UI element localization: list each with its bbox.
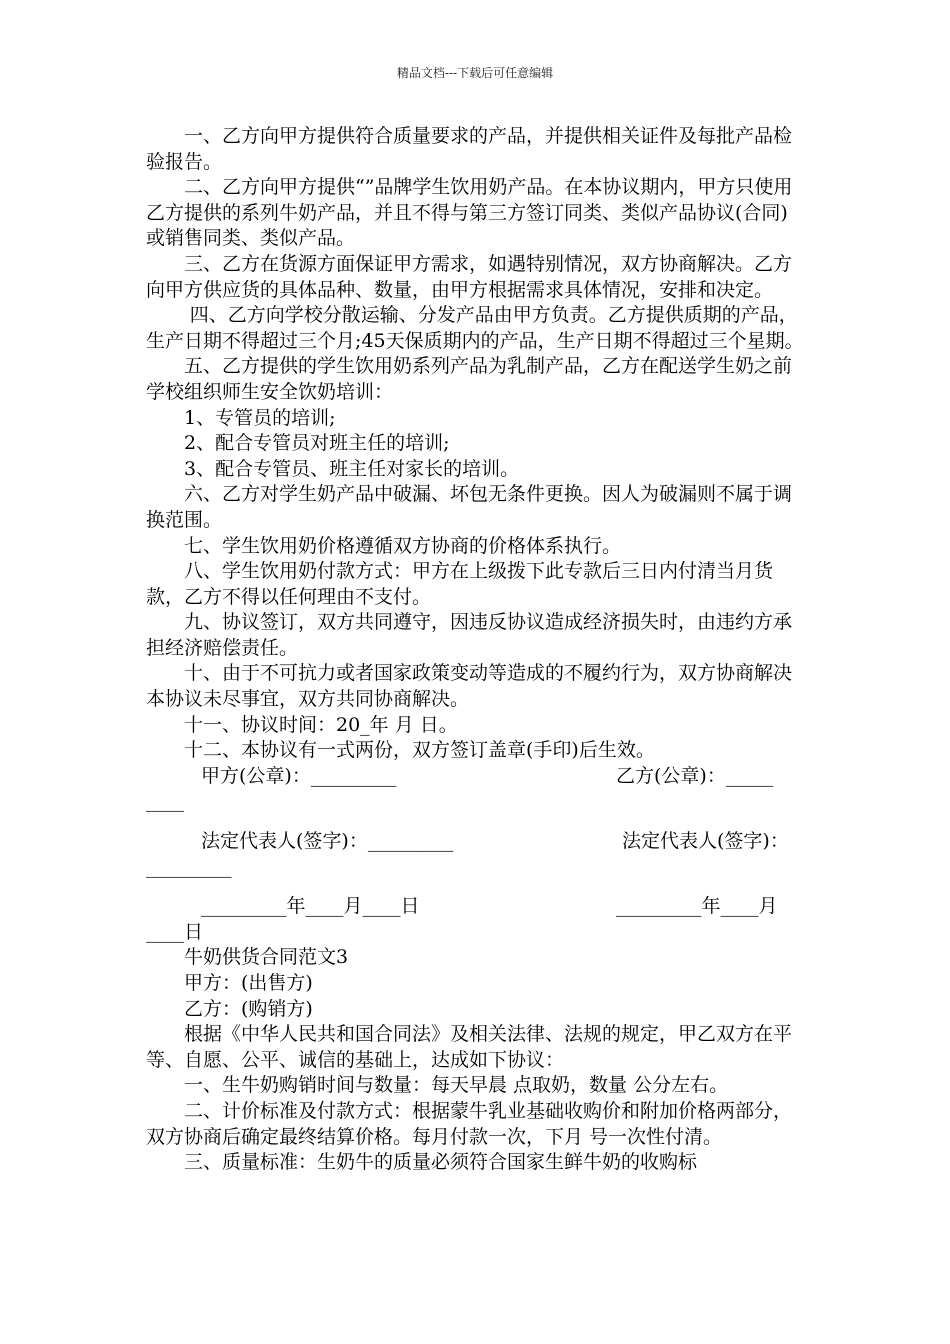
clause-4: 四、乙方向学校分散运输、分发产品由甲方负责。乙方提供质期的产品，生产日期不得超过三个月;45天保质期内的产品，生产日期不得超过三个星期。: [146, 304, 804, 352]
page-header: 精品文档---下载后可任意编辑: [396, 66, 554, 80]
contract3-preamble: 根据《中华人民共和国合同法》及相关法律、法规的规定，甲乙双方在平等、自愿、公平、诚信的基础上，达成如下协议：: [146, 1023, 793, 1071]
clause-1: 一、乙方向甲方提供符合质量要求的产品，并提供相关证件及每批产品检验报告。: [146, 125, 793, 173]
party-a-seal: 甲方(公章)：_________: [201, 764, 397, 787]
clause-3: 三、乙方在货源方面保证甲方需求，如遇特别情况，双方协商解决。乙方向甲方供应货的具体品种、数量，由甲方根据需求具体情况，安排和决定。: [146, 252, 793, 301]
clause-2: 二、乙方向甲方提供“”品牌学生饮用奶产品。在本协议期内，甲方只使用乙方提供的系列牛奶产品，并且不得与第三方签订同类、类似产品协议(合同)或销售同类、类似产品。: [146, 176, 793, 250]
contract3-clause-2: 二、计价标准及付款方式：根据蒙牛乳业基础收购价和附加价格两部分，双方协商后确定最终结算价格。每月付款一次，下月 号一次性付清。: [146, 1099, 793, 1148]
date-row: [146, 894, 806, 920]
clause-6: 六、乙方对学生奶产品中破漏、坏包无条件更换。因人为破漏则不属于调换范围。: [146, 483, 793, 531]
contract3-party-a: 甲方：(出售方): [184, 972, 313, 994]
spacer: [146, 880, 806, 894]
party-b-date-continued: ____日: [146, 920, 204, 943]
training-item-1: 1、专管员的培训;: [184, 406, 336, 429]
contract3-clause-3: 三、质量标准：生奶牛的质量必须符合国家生鲜牛奶的收购标: [184, 1151, 698, 1174]
party-b-representative-continued: _________: [146, 855, 232, 878]
clause-9: 九、协议签订，双方共同遵守，因违反协议造成经济损失时，由违约方承担经济赔偿责任。: [146, 611, 793, 659]
party-b-date: _________年____月: [616, 895, 778, 918]
clause-10: 十、由于不可抗力或者国家政策变动等造成的不履约行为，双方协商解决本协议未尽事宜，双方共同协商解决。: [146, 662, 793, 711]
seal-row: [146, 764, 806, 790]
contract3-title: 牛奶供货合同范文3: [184, 946, 349, 969]
clause-11: 十一、协议时间：20_年 月 日。: [184, 713, 458, 736]
training-item-3: 3、配合专管员、班主任对家长的培训。: [184, 457, 520, 480]
contract3-party-b: 乙方：(购销方): [184, 997, 313, 1020]
clause-5: 五、乙方提供的学生饮用奶系列产品为乳制产品，乙方在配送学生奶之前学校组织师生安全饮奶培训：: [146, 355, 793, 403]
party-b-representative: 法定代表人(签字)：: [622, 830, 789, 853]
party-b-seal: 乙方(公章)：_____: [616, 764, 774, 787]
party-a-date: _________年____月____日: [201, 895, 420, 918]
clause-8: 八、学生饮用奶付款方式：甲方在上级拨下此专款后三日内付清当月货款，乙方不得以任何理由不支付。: [146, 560, 774, 608]
party-b-seal-continued: ____: [146, 790, 184, 813]
spacer: [146, 815, 806, 829]
clause-12: 十二、本协议有一式两份，双方签订盖章(手印)后生效。: [184, 739, 655, 762]
representative-row: [146, 829, 806, 855]
contract3-clause-1: 一、生牛奶购销时间与数量：每天早晨 点取奶，数量 公分左右。: [184, 1074, 729, 1097]
party-a-representative: 法定代表人(签字)：_________: [201, 830, 454, 853]
document-body: [146, 124, 806, 1176]
clause-7: 七、学生饮用奶价格遵循双方协商的价格体系执行。: [184, 534, 622, 557]
training-item-2: 2、配合专管员对班主任的培训;: [184, 432, 450, 455]
